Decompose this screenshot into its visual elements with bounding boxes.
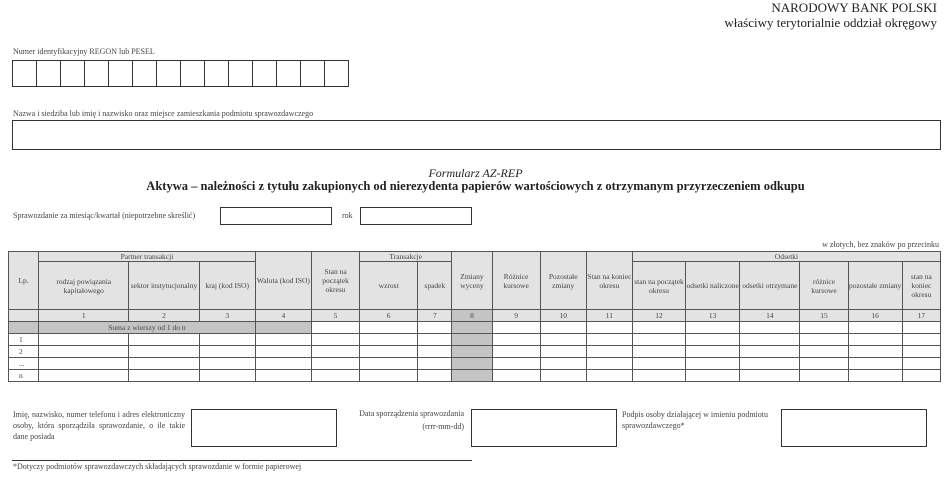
group-odsetki: Odsetki: [632, 252, 940, 262]
regon-cell[interactable]: [132, 60, 157, 87]
regon-cell[interactable]: [228, 60, 253, 87]
table-cell[interactable]: [492, 370, 540, 382]
column-number: 11: [586, 310, 632, 322]
data-table: [8, 251, 941, 382]
table-cell[interactable]: [540, 370, 586, 382]
sum-cell[interactable]: [360, 322, 418, 334]
row-number: n: [9, 370, 39, 382]
data-rows: [9, 334, 941, 382]
table-cell[interactable]: [848, 358, 902, 370]
table-cell[interactable]: [311, 370, 359, 382]
table-cell[interactable]: [311, 334, 359, 346]
table-cell[interactable]: [492, 346, 540, 358]
table-cell[interactable]: [540, 358, 586, 370]
shaded-cell: [452, 346, 492, 358]
sum-cell[interactable]: [540, 322, 586, 334]
sum-cell[interactable]: [902, 322, 940, 334]
column-number: 10: [540, 310, 586, 322]
contact-input[interactable]: [191, 409, 337, 447]
column-number: 1: [39, 310, 129, 322]
column-number: 7: [418, 310, 452, 322]
date-input[interactable]: [471, 409, 617, 447]
table-cell[interactable]: [740, 370, 800, 382]
table-cell[interactable]: [311, 358, 359, 370]
sum-cell[interactable]: [632, 322, 685, 334]
table-cell[interactable]: [740, 334, 800, 346]
signature-label: Podpis osoby działającej w imieniu podmiotu sprawozdawczego*: [622, 410, 768, 430]
form-subtitle: Aktywa – należności z tytułu zakupionych od nierezydenta papierów wartościowych z otrzymanym przyrzeczeniem odkupu: [146, 179, 805, 193]
table-cell[interactable]: [418, 370, 452, 382]
col-sektor: sektor instytucjonalny: [129, 262, 199, 310]
sum-cell[interactable]: [686, 322, 740, 334]
date-label: Data sporządzenia sprawozdania: [359, 409, 464, 418]
year-label: rok: [342, 211, 353, 220]
table-cell[interactable]: [902, 358, 940, 370]
table-cell[interactable]: [39, 358, 129, 370]
col-spadek: spadek: [418, 262, 452, 310]
table-cell[interactable]: [800, 334, 848, 346]
table-cell[interactable]: [848, 370, 902, 382]
regon-cell[interactable]: [300, 60, 325, 87]
regon-cell[interactable]: [60, 60, 85, 87]
regon-cell[interactable]: [276, 60, 301, 87]
table-cell[interactable]: [492, 334, 540, 346]
table-cell[interactable]: [255, 370, 311, 382]
units-note: w złotych, bez znaków po przecinku: [822, 240, 939, 249]
col-lp: Lp.: [9, 252, 39, 310]
table-cell[interactable]: [492, 358, 540, 370]
table-cell[interactable]: [418, 346, 452, 358]
col-o-otrzymane: odsetki otrzymane: [740, 262, 800, 310]
col-pozostale: Pozostałe zmiany: [540, 252, 586, 310]
table-cell[interactable]: [586, 358, 632, 370]
table-cell[interactable]: [360, 370, 418, 382]
table-row: [9, 346, 941, 358]
table-cell[interactable]: [360, 334, 418, 346]
footnote-divider: [12, 460, 472, 461]
table-cell[interactable]: [255, 334, 311, 346]
form-title: Formularz AZ-REP: [428, 166, 523, 180]
table-cell[interactable]: [199, 334, 255, 346]
group-transakcje: Transakcje: [360, 252, 452, 262]
bank-header: [724, 0, 937, 30]
name-field-label: Nazwa i siedziba lub imię i nazwisko oraz miejsce zamieszkania podmiotu sprawozdawczego: [13, 109, 314, 118]
table-cell[interactable]: [740, 346, 800, 358]
sum-row: [9, 322, 941, 334]
table-cell[interactable]: [360, 358, 418, 370]
row-number: ...: [9, 358, 39, 370]
column-number: 5: [311, 310, 359, 322]
table-cell[interactable]: [632, 370, 685, 382]
col-o-naliczone: odsetki naliczone: [686, 262, 740, 310]
column-number: 8: [452, 310, 492, 322]
table-row: [9, 358, 941, 370]
footnote: *Dotyczy podmiotów sprawozdawczych składających sprawozdanie w formie papierowej: [13, 462, 302, 471]
regon-cell[interactable]: [84, 60, 109, 87]
sum-cell[interactable]: [418, 322, 452, 334]
group-partner: Partner transakcji: [39, 252, 256, 262]
sum-waluta-cell: [255, 322, 311, 334]
date-format: (rrrr-mm-dd): [422, 422, 464, 431]
sum-cell[interactable]: [311, 322, 359, 334]
table-row: [9, 370, 941, 382]
column-number: 14: [740, 310, 800, 322]
sum-cell[interactable]: [492, 322, 540, 334]
column-numbers-row: [9, 310, 941, 322]
row-number: 1: [9, 334, 39, 346]
table-cell[interactable]: [311, 346, 359, 358]
table-cell[interactable]: [586, 370, 632, 382]
col-stan-pocz: Stan na początek okresu: [311, 252, 359, 310]
table-cell[interactable]: [39, 346, 129, 358]
sum-label: Suma z wierszy od 1 do n: [39, 322, 256, 334]
col-zmiany-wyceny: Zmiany wyceny: [452, 252, 492, 310]
name-field-input[interactable]: [12, 120, 941, 150]
col-kraj: kraj (kod ISO): [199, 262, 255, 310]
table-cell[interactable]: [686, 358, 740, 370]
table-cell[interactable]: [129, 346, 199, 358]
col-o-roznice: różnice kursowe: [800, 262, 848, 310]
regon-cell[interactable]: [12, 60, 37, 87]
table-row: [9, 334, 941, 346]
shaded-cell: [452, 370, 492, 382]
table-cell[interactable]: [586, 346, 632, 358]
table-cell[interactable]: [129, 358, 199, 370]
column-number: 12: [632, 310, 685, 322]
table-cell[interactable]: [800, 358, 848, 370]
table-cell[interactable]: [418, 334, 452, 346]
table-cell[interactable]: [418, 358, 452, 370]
table-cell[interactable]: [902, 370, 940, 382]
column-number: 2: [129, 310, 199, 322]
col-o-pozostale: pozostałe zmiany: [848, 262, 902, 310]
col-roznice: Różnice kursowe: [492, 252, 540, 310]
column-number: 4: [255, 310, 311, 322]
sum-cell-shaded: [452, 322, 492, 334]
regon-cell[interactable]: [156, 60, 181, 87]
regon-label: Numer identyfikacyjny REGON lub PESEL: [13, 47, 155, 56]
sum-cell[interactable]: [586, 322, 632, 334]
table-cell[interactable]: [199, 346, 255, 358]
regon-cell[interactable]: [324, 60, 349, 87]
signature-input[interactable]: [781, 409, 927, 447]
contact-label: Imię, nazwisko, numer telefonu i adres elektroniczny osoby, która sporządziła sprawozdanie, o ile takie dane posiada: [13, 410, 185, 441]
regon-input[interactable]: [12, 60, 348, 87]
column-number: 3: [199, 310, 255, 322]
sum-cell[interactable]: [848, 322, 902, 334]
table-cell[interactable]: [129, 370, 199, 382]
table-cell[interactable]: [255, 358, 311, 370]
table-cell[interactable]: [39, 370, 129, 382]
shaded-cell: [452, 334, 492, 346]
shaded-cell: [452, 358, 492, 370]
col-o-stan-kon: stan na koniec okresu: [902, 262, 940, 310]
col-wzrost: wzrost: [360, 262, 418, 310]
regon-cell[interactable]: [180, 60, 205, 87]
col-rodzaj: rodzaj powiązania kapitałowego: [39, 262, 129, 310]
table-cell[interactable]: [360, 346, 418, 358]
table-cell[interactable]: [39, 334, 129, 346]
col-waluta: Waluta (kod ISO): [255, 252, 311, 310]
table-cell[interactable]: [740, 358, 800, 370]
col-stan-kon: Stan na koniec okresu: [586, 252, 632, 310]
table-cell[interactable]: [848, 346, 902, 358]
year-input[interactable]: [360, 207, 472, 225]
table-cell[interactable]: [586, 334, 632, 346]
bank-branch: właściwy terytorialnie oddział okręgowy: [724, 15, 937, 30]
regon-cell[interactable]: [252, 60, 277, 87]
col-o-stan-pocz: stan na początek okresu: [632, 262, 685, 310]
regon-cell[interactable]: [204, 60, 229, 87]
column-number: 9: [492, 310, 540, 322]
bank-name: NARODOWY BANK POLSKI: [771, 0, 937, 15]
num-cell-lp: [9, 310, 39, 322]
table-cell[interactable]: [902, 346, 940, 358]
table-cell[interactable]: [902, 334, 940, 346]
sum-cell[interactable]: [800, 322, 848, 334]
column-number: 15: [800, 310, 848, 322]
column-number: 6: [360, 310, 418, 322]
table-cell[interactable]: [199, 358, 255, 370]
table-cell[interactable]: [632, 334, 685, 346]
sum-lp-cell: [9, 322, 39, 334]
table-cell[interactable]: [800, 370, 848, 382]
table-cell[interactable]: [255, 346, 311, 358]
table-cell[interactable]: [632, 346, 685, 358]
regon-cell[interactable]: [108, 60, 133, 87]
period-input[interactable]: [220, 207, 332, 225]
table-cell[interactable]: [686, 334, 740, 346]
column-number: 13: [686, 310, 740, 322]
table-cell[interactable]: [540, 334, 586, 346]
row-number: 2: [9, 346, 39, 358]
table-cell[interactable]: [848, 334, 902, 346]
table-cell[interactable]: [129, 334, 199, 346]
table-cell[interactable]: [686, 346, 740, 358]
table-cell[interactable]: [800, 346, 848, 358]
table-cell[interactable]: [199, 370, 255, 382]
regon-cell[interactable]: [36, 60, 61, 87]
table-cell[interactable]: [686, 370, 740, 382]
column-number: 16: [848, 310, 902, 322]
sum-cell[interactable]: [740, 322, 800, 334]
period-label: Sprawozdanie za miesiąc/kwartał (niepotrzebne skreślić): [13, 211, 196, 220]
table-cell[interactable]: [540, 346, 586, 358]
table-cell[interactable]: [632, 358, 685, 370]
column-number: 17: [902, 310, 940, 322]
